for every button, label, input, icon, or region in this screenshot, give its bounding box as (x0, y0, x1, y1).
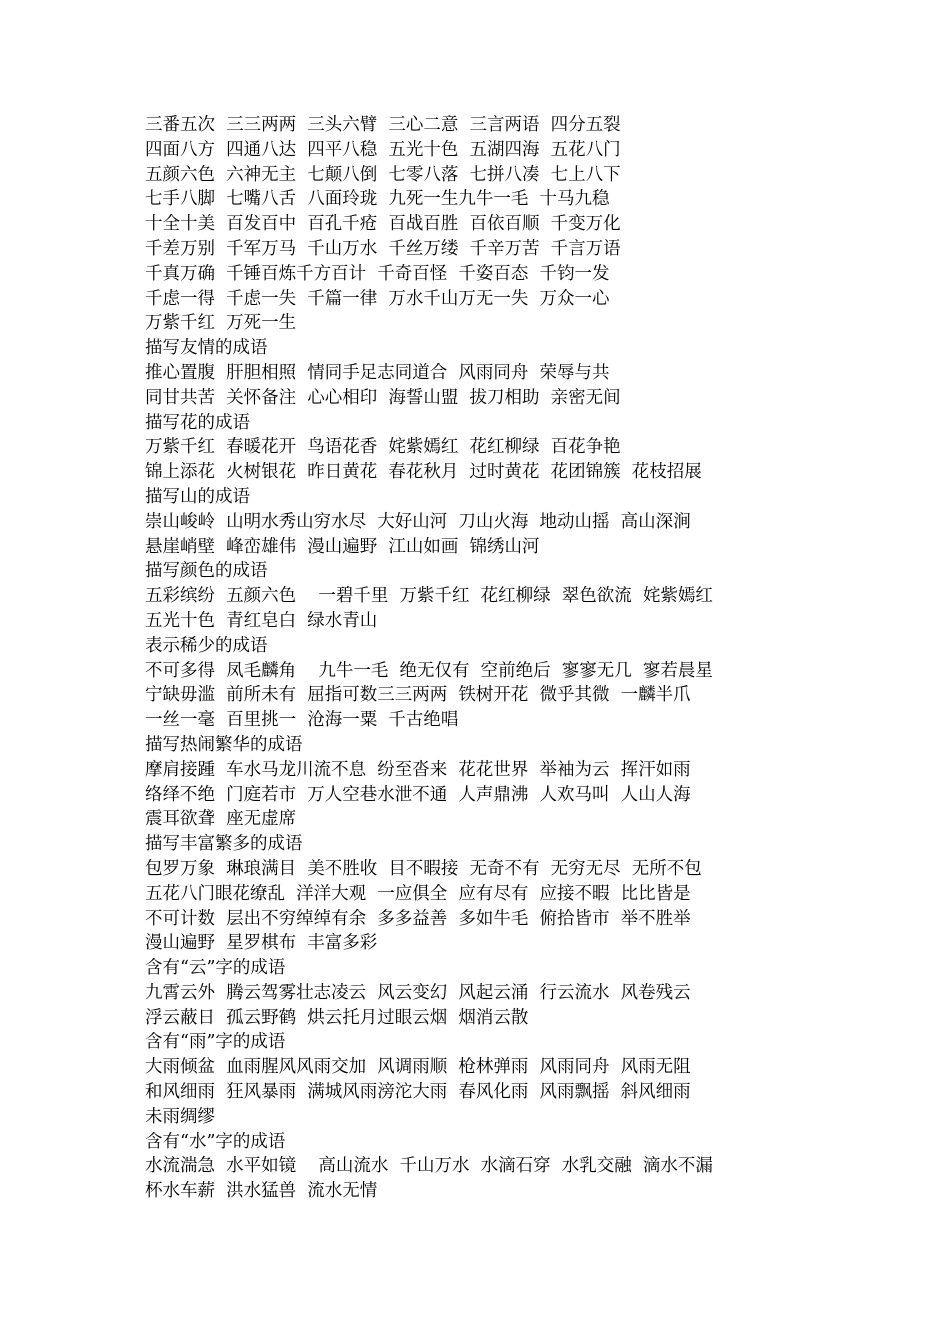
text-line: 不可多得 凤毛麟角 九牛一毛 绝无仅有 空前绝后 寥寥无几 寥若晨星 (145, 660, 713, 681)
text-line: 包罗万象 琳琅满目 美不胜收 目不暇接 无奇不有 无穷无尽 无所不包 (145, 858, 702, 879)
text-line: 十全十美 百发百中 百孔千疮 百战百胜 百依百顺 千变万化 (145, 214, 621, 235)
text-line: 浮云蔽日 孤云野鹤 烘云托月过眼云烟 烟消云散 (145, 1007, 529, 1028)
section-heading: 描写热闹繁华的成语 (145, 734, 303, 755)
text-line: 崇山峻岭 山明水秀山穷水尽 大好山河 刀山火海 地动山摇 高山深涧 (145, 511, 691, 532)
section-heading: 描写花的成语 (145, 412, 250, 433)
text-line: 震耳欲聋 座无虚席 (145, 809, 297, 830)
text-line: 和风细雨 狂风暴雨 满城风雨滂沱大雨 春风化雨 风雨飘摇 斜风细雨 (145, 1082, 691, 1103)
section-heading: 含有“雨”字的成语 (145, 1032, 286, 1053)
text-line: 漫山遍野 星罗棋布 丰富多彩 (145, 933, 378, 954)
text-line: 悬崖峭壁 峰峦雄伟 漫山遍野 江山如画 锦绣山河 (145, 536, 540, 557)
text-line: 五花八门眼花缭乱 洋洋大观 一应俱全 应有尽有 应接不暇 比比皆是 (145, 883, 691, 904)
text-line: 万紫千红 春暖花开 鸟语花香 姹紫嫣红 花红柳绿 百花争艳 (145, 437, 621, 458)
text-line: 五光十色 青红皂白 绿水青山 (145, 610, 378, 631)
text-line: 七手八脚 七嘴八舌 八面玲珑 九死一生九牛一毛 十马九稳 (145, 189, 610, 210)
section-heading: 表示稀少的成语 (145, 635, 268, 656)
text-line: 千差万别 千军万马 千山万水 千丝万缕 千辛万苦 千言万语 (145, 238, 621, 259)
section-heading: 描写友情的成语 (145, 338, 268, 359)
text-line: 宁缺毋滥 前所未有 屈指可数三三两两 铁树开花 微乎其微 一麟半爪 (145, 685, 691, 706)
text-line: 五颜六色 六神无主 七颠八倒 七零八落 七拼八凑 七上八下 (145, 164, 621, 185)
text-line: 五彩缤纷 五颜六色 一碧千里 万紫千红 花红柳绿 翠色欲流 姹紫嫣红 (145, 586, 713, 607)
text-line: 三番五次 三三两两 三头六臂 三心二意 三言两语 四分五裂 (145, 115, 621, 135)
text-line: 一丝一毫 百里挑一 沧海一粟 千古绝唱 (145, 710, 459, 731)
section-heading: 描写丰富繁多的成语 (145, 834, 303, 855)
text-line: 四面八方 四通八达 四平八稳 五光十色 五湖四海 五花八门 (145, 139, 621, 160)
text-line: 推心置腹 肝胆相照 情同手足志同道合 风雨同舟 荣辱与共 (145, 362, 610, 383)
section-heading: 含有“云”字的成语 (145, 958, 286, 979)
text-line: 不可计数 层出不穷绰绰有余 多多益善 多如牛毛 俯拾皆市 举不胜举 (145, 908, 691, 929)
text-line: 大雨倾盆 血雨腥风风雨交加 风调雨顺 枪林弹雨 风雨同舟 风雨无阻 (145, 1057, 691, 1078)
text-line: 千真万确 千锤百炼千方百计 千奇百怪 千姿百态 千钧一发 (145, 263, 610, 284)
section-heading: 描写颜色的成语 (145, 561, 268, 582)
document-body (145, 113, 785, 1204)
text-line: 锦上添花 火树银花 昨日黄花 春花秋月 过时黄花 花团锦簇 花枝招展 (145, 462, 702, 483)
text-line: 杯水车薪 洪水猛兽 流水无情 (145, 1181, 378, 1202)
text-line: 同甘共苦 关怀备注 心心相印 海誓山盟 拔刀相助 亲密无间 (145, 387, 621, 408)
text-line: 络绎不绝 门庭若市 万人空巷水泄不通 人声鼎沸 人欢马叫 人山人海 (145, 784, 691, 805)
section-heading: 含有“水”字的成语 (145, 1131, 286, 1152)
text-line: 九霄云外 腾云驾雾壮志凌云 风云变幻 风起云涌 行云流水 风卷残云 (145, 982, 691, 1003)
text-line: 万紫千红 万死一生 (145, 313, 297, 334)
text-line: 千虑一得 千虑一失 千篇一律 万水千山万无一失 万众一心 (145, 288, 610, 309)
text-line: 摩肩接踵 车水马龙川流不息 纷至沓来 花花世界 举袖为云 挥汗如雨 (145, 759, 691, 780)
text-line: 未雨绸缪 (145, 1106, 215, 1127)
text-line: 水流湍急 水平如镜 高山流水 千山万水 水滴石穿 水乳交融 滴水不漏 (145, 1156, 713, 1177)
section-heading: 描写山的成语 (145, 486, 250, 507)
